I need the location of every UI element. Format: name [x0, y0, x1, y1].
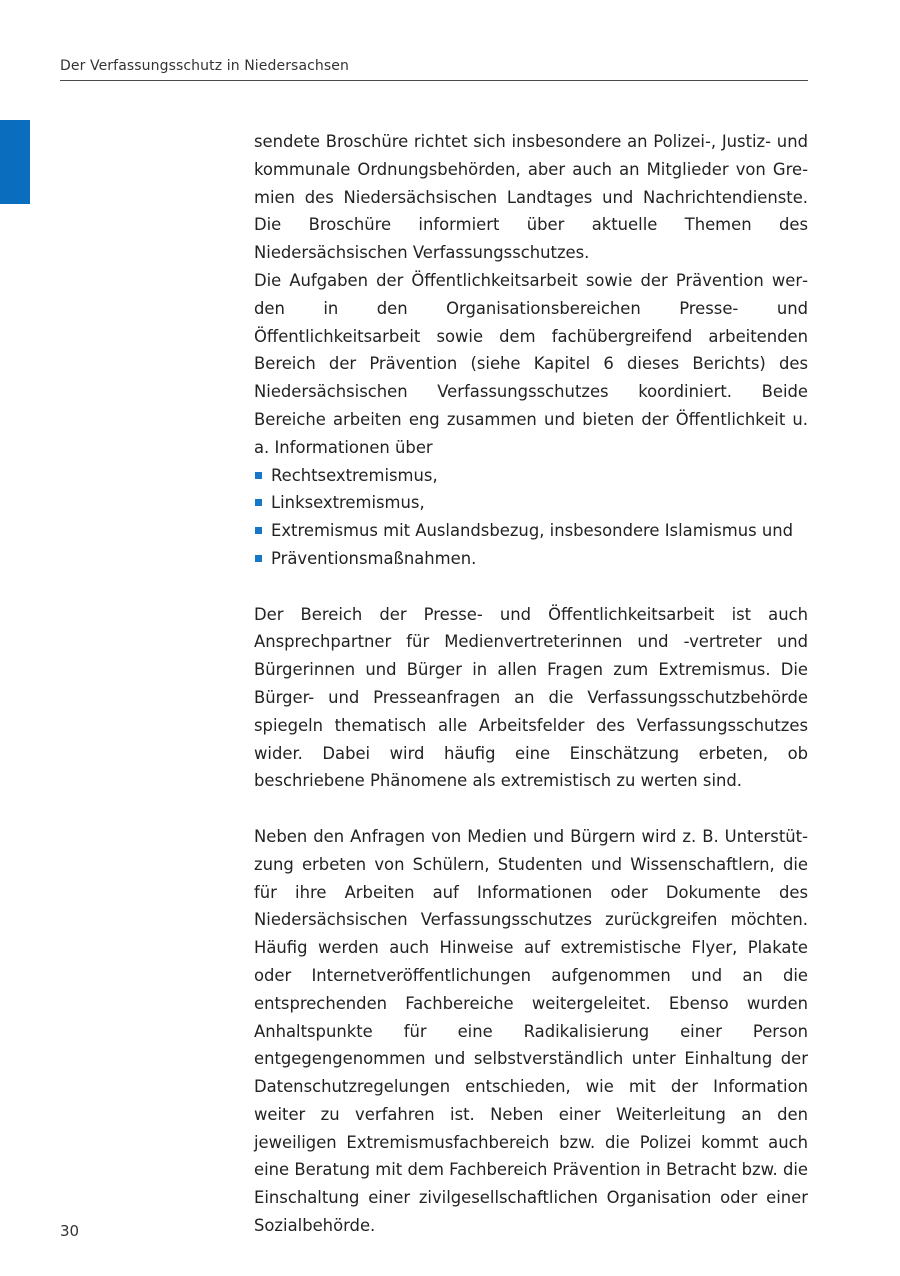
header-rule — [60, 80, 808, 81]
list-item-text: Rechtsextremismus, — [271, 465, 438, 485]
list-item-text: Linksextremismus, — [271, 493, 425, 513]
square-bullet-icon — [255, 527, 262, 534]
list-item — [254, 517, 808, 545]
square-bullet-icon — [255, 499, 262, 506]
body-text — [254, 128, 808, 1240]
list-item — [254, 489, 808, 517]
paragraph-4: Neben den Anfragen von Medien und Bürgern wird z. B. Unterstützung erbeten von Schülern, Studenten und Wissenschaftlern, die für ihre Arbeiten auf Informationen oder Dokumente des Niedersächsischen Verfassungsschutzes zurückgreifen möchten. Häufig werden auch Hinweise auf extremistische Flyer, Plakate oder Internetveröffentlichungen aufgenommen und an die entsprechenden Fachbereiche weitergeleitet. Ebenso wurden Anhaltspunkte für eine Radikalisierung einer Person entgegengenommen und selbstverständlich unter Einhaltung der Datenschutzregelungen entschieden, wie mit der Information weiter zu verfahren ist. Neben einer Weiterleitung an den jeweiligen Extremismusfachbereich bzw. die Polizei kommt auch eine Beratung mit dem Fachbereich Prävention in Betracht bzw. die Einschaltung einer zivilgesellschaftlichen Organisation oder einer Sozialbehörde. — [254, 826, 808, 1236]
page-number: 30 — [60, 1222, 80, 1240]
paragraph-3: Der Bereich der Presse- und Öffentlichkeitsarbeit ist auch Ansprechpartner für Medienvertreterinnen und -vertreter und Bürgerinnen und Bürger in allen Fragen zum Extremismus. Die Bürger- und Presseanfragen an die Verfassungsschutzbehörde spiegeln thematisch alle Arbeitsfelder des Verfassungsschutzes wider. Dabei wird häufig eine Einschätzung erbeten, ob beschriebene Phänomene als extremistisch zu werten sind. — [254, 604, 808, 791]
topic-list — [254, 462, 808, 573]
running-header: Der Verfassungsschutz in Niedersachsen — [60, 58, 349, 74]
chapter-side-tab — [0, 120, 30, 204]
paragraph-1: sendete Broschüre richtet sich insbesondere an Polizei-, Justiz- und kommunale Ordnungsbehörden, aber auch an Mitglieder von Gremien des Niedersächsischen Landtages und Nachrichtendienste. Die Broschüre informiert über aktuelle Themen des Niedersächsischen Verfassungsschutzes. — [254, 132, 808, 263]
square-bullet-icon — [255, 472, 262, 479]
paragraph-2: Die Aufgaben der Öffentlichkeitsarbeit sowie der Prävention werden in den Organisationsbereichen Presse- und Öffentlichkeitsarbeit sowie dem fachübergreifend arbeitenden Bereich der Prävention (siehe Kapitel 6 dieses Berichts) des Niedersächsischen Verfassungsschutzes koordiniert. Beide Bereiche arbeiten eng zusammen und bieten der Öffentlichkeit u. a. Informationen über — [254, 270, 808, 457]
square-bullet-icon — [255, 555, 262, 562]
list-item-text: Präventionsmaßnahmen. — [271, 548, 477, 568]
list-item — [254, 545, 808, 573]
list-item — [254, 462, 808, 490]
list-item-text: Extremismus mit Auslandsbezug, insbesondere Islamismus und — [271, 521, 794, 541]
